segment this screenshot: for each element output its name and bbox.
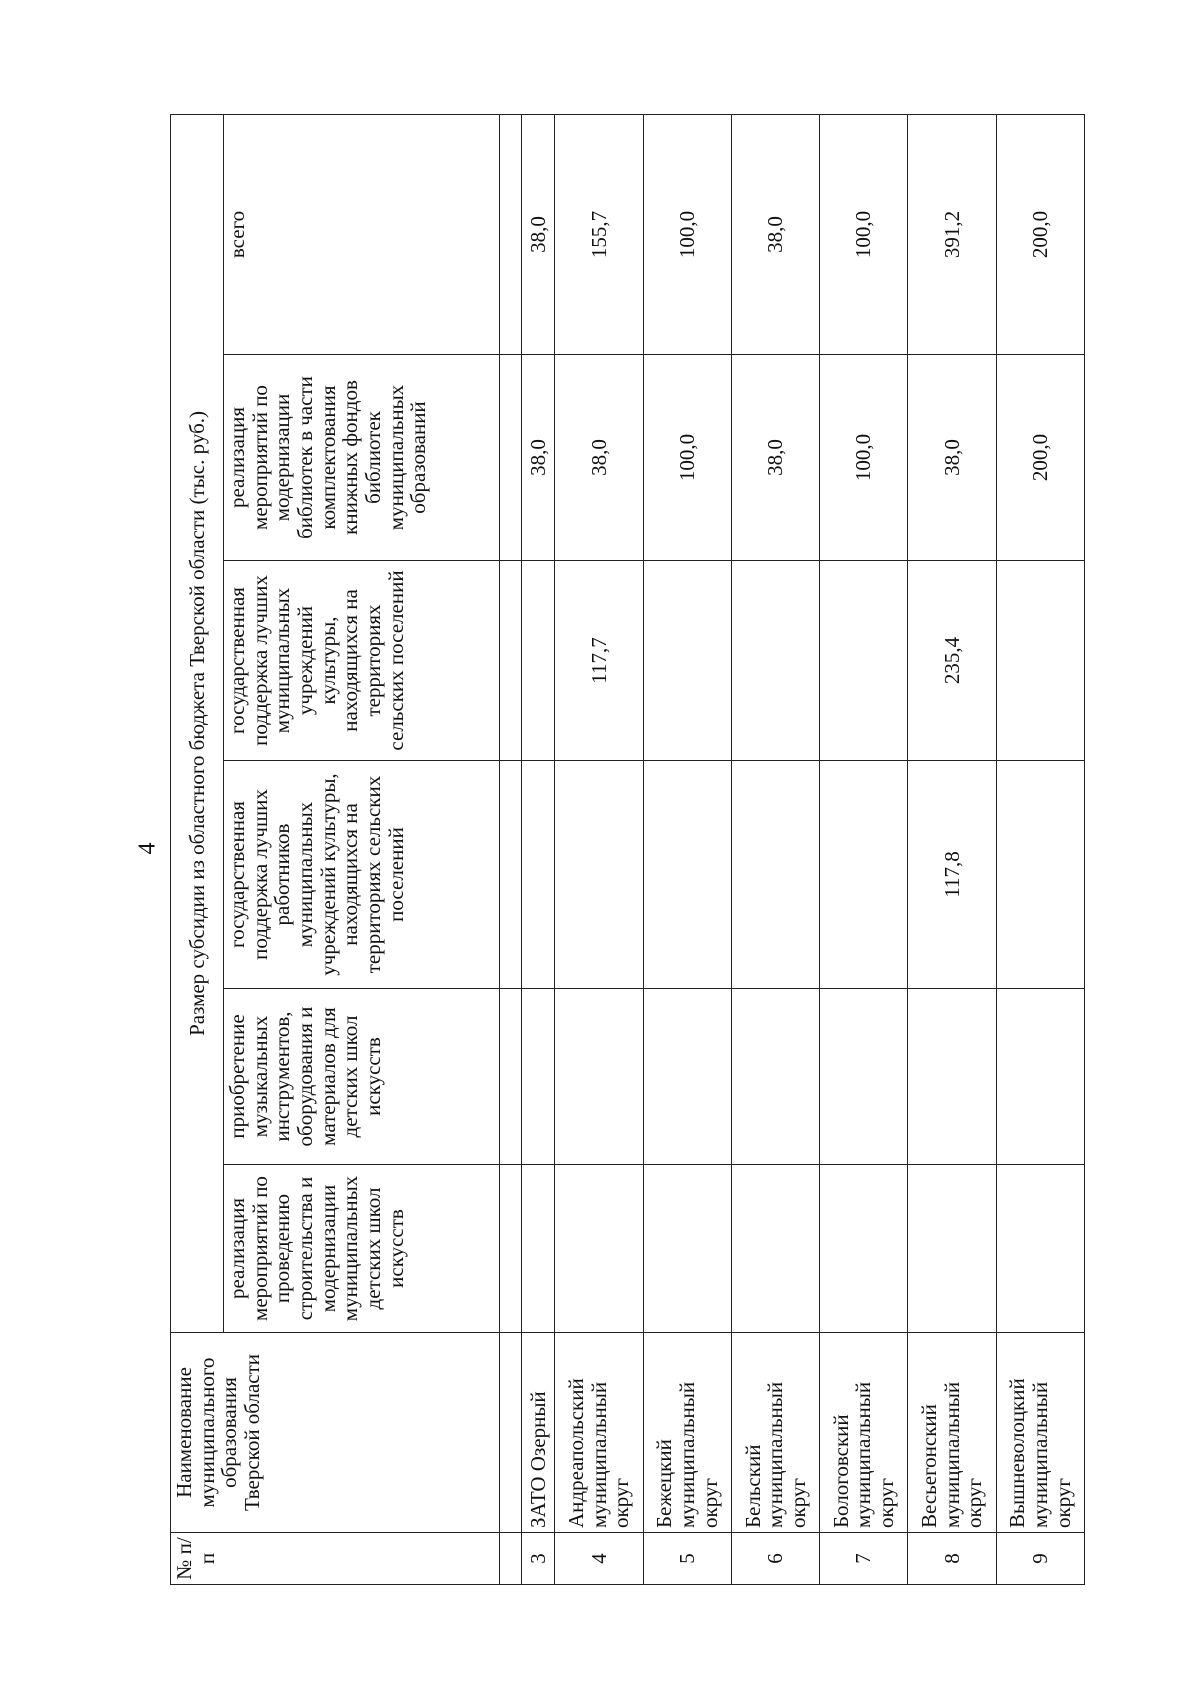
header-best-workers: государственная поддержка лучших работников муниципальных учреждений культуры, находящихся на территориях сельских поселений bbox=[224, 761, 500, 989]
subsidy-value bbox=[731, 989, 819, 1165]
subsidy-value: 200,0 bbox=[996, 114, 1084, 354]
row-number: 8 bbox=[908, 1533, 996, 1585]
header-number: № п/п bbox=[171, 1533, 500, 1585]
subsidy-value: 200,0 bbox=[996, 355, 1084, 561]
subsidy-value bbox=[522, 561, 555, 761]
subsidy-value bbox=[643, 1165, 731, 1333]
rotated-table-wrapper bbox=[170, 115, 1085, 1585]
spacer-cell bbox=[500, 1165, 522, 1333]
row-number: 6 bbox=[731, 1533, 819, 1585]
subsidy-value: 155,7 bbox=[555, 114, 643, 354]
subsidy-value bbox=[731, 1165, 819, 1333]
spacer-cell bbox=[500, 1533, 522, 1585]
subsidy-value: 100,0 bbox=[820, 114, 908, 354]
row-number: 7 bbox=[820, 1533, 908, 1585]
spacer-cell bbox=[500, 114, 522, 354]
spacer-cell bbox=[500, 355, 522, 561]
subsidy-value bbox=[820, 989, 908, 1165]
header-subsidy-group: Размер субсидии из областного бюджета Тверской области (тыс. руб.) bbox=[171, 114, 224, 1332]
spacer-cell bbox=[500, 561, 522, 761]
subsidy-value: 38,0 bbox=[908, 355, 996, 561]
subsidy-value: 391,2 bbox=[908, 114, 996, 354]
header-best-institutions: государственная поддержка лучших муниципальных учреждений культуры, находящихся на территориях сельских поселений bbox=[224, 561, 500, 761]
subsidy-value: 38,0 bbox=[522, 114, 555, 354]
table-row bbox=[908, 114, 996, 1584]
subsidy-value bbox=[643, 761, 731, 989]
table-row bbox=[643, 114, 731, 1584]
subsidy-value: 235,4 bbox=[908, 561, 996, 761]
table-row bbox=[820, 114, 908, 1584]
municipality-name: Бельский муниципальный округ bbox=[731, 1333, 819, 1533]
header-total: всего bbox=[224, 114, 500, 354]
header-library-modernization: реализация мероприятий по модернизации библиотек в части комплектования книжных фондов библиотек муниципальных образований bbox=[224, 355, 500, 561]
subsidy-value bbox=[820, 1165, 908, 1333]
spacer-cell bbox=[500, 989, 522, 1165]
subsidy-value bbox=[996, 761, 1084, 989]
table-row bbox=[555, 114, 643, 1584]
municipality-name: Вышневолоцкий муниципальный округ bbox=[996, 1333, 1084, 1533]
municipality-name: Андреапольский муниципальный округ bbox=[555, 1333, 643, 1533]
subsidy-value bbox=[996, 1165, 1084, 1333]
table-row bbox=[522, 114, 555, 1584]
row-number: 9 bbox=[996, 1533, 1084, 1585]
municipality-name: Бежецкий муниципальный округ bbox=[643, 1333, 731, 1533]
spacer-cell bbox=[500, 761, 522, 989]
subsidy-value bbox=[731, 561, 819, 761]
subsidy-value: 38,0 bbox=[555, 355, 643, 561]
row-number: 4 bbox=[555, 1533, 643, 1585]
header-school-construction: реализация мероприятий по проведению строительства и модернизации муниципальных детских школ искусств bbox=[224, 1165, 500, 1333]
subsidy-value bbox=[820, 761, 908, 989]
subsidy-value bbox=[996, 561, 1084, 761]
row-number: 3 bbox=[522, 1533, 555, 1585]
subsidy-value bbox=[643, 561, 731, 761]
subsidy-value bbox=[996, 989, 1084, 1165]
subsidy-value bbox=[522, 761, 555, 989]
municipality-name: ЗАТО Озерный bbox=[522, 1333, 555, 1533]
page-number: 4 bbox=[134, 842, 161, 855]
municipality-name: Весьегонский муниципальный округ bbox=[908, 1333, 996, 1533]
subsidy-value bbox=[820, 561, 908, 761]
subsidy-value bbox=[555, 761, 643, 989]
subsidy-value: 100,0 bbox=[643, 114, 731, 354]
subsidy-value bbox=[643, 989, 731, 1165]
table-row bbox=[996, 114, 1084, 1584]
subsidy-value bbox=[908, 989, 996, 1165]
subsidy-value bbox=[731, 761, 819, 989]
subsidy-value: 117,7 bbox=[555, 561, 643, 761]
header-municipality: Наименование муниципального образования Тверской области bbox=[171, 1333, 500, 1533]
subsidy-value bbox=[555, 1165, 643, 1333]
subsidy-value bbox=[522, 1165, 555, 1333]
table-row bbox=[731, 114, 819, 1584]
municipality-name: Бологовский муниципальный округ bbox=[820, 1333, 908, 1533]
header-music-instruments: приобретение музыкальных инструментов, оборудования и материалов для детских школ искусств bbox=[224, 989, 500, 1165]
subsidy-value bbox=[908, 1165, 996, 1333]
spacer-cell bbox=[500, 1333, 522, 1533]
row-number: 5 bbox=[643, 1533, 731, 1585]
subsidy-value bbox=[522, 989, 555, 1165]
subsidy-value: 38,0 bbox=[731, 355, 819, 561]
subsidy-value: 100,0 bbox=[820, 355, 908, 561]
subsidy-value: 117,8 bbox=[908, 761, 996, 989]
subsidy-value bbox=[555, 989, 643, 1165]
subsidy-value: 38,0 bbox=[731, 114, 819, 354]
subsidy-value: 100,0 bbox=[643, 355, 731, 561]
subsidy-table bbox=[170, 114, 1085, 1585]
subsidy-value: 38,0 bbox=[522, 355, 555, 561]
table-body bbox=[522, 114, 1085, 1584]
